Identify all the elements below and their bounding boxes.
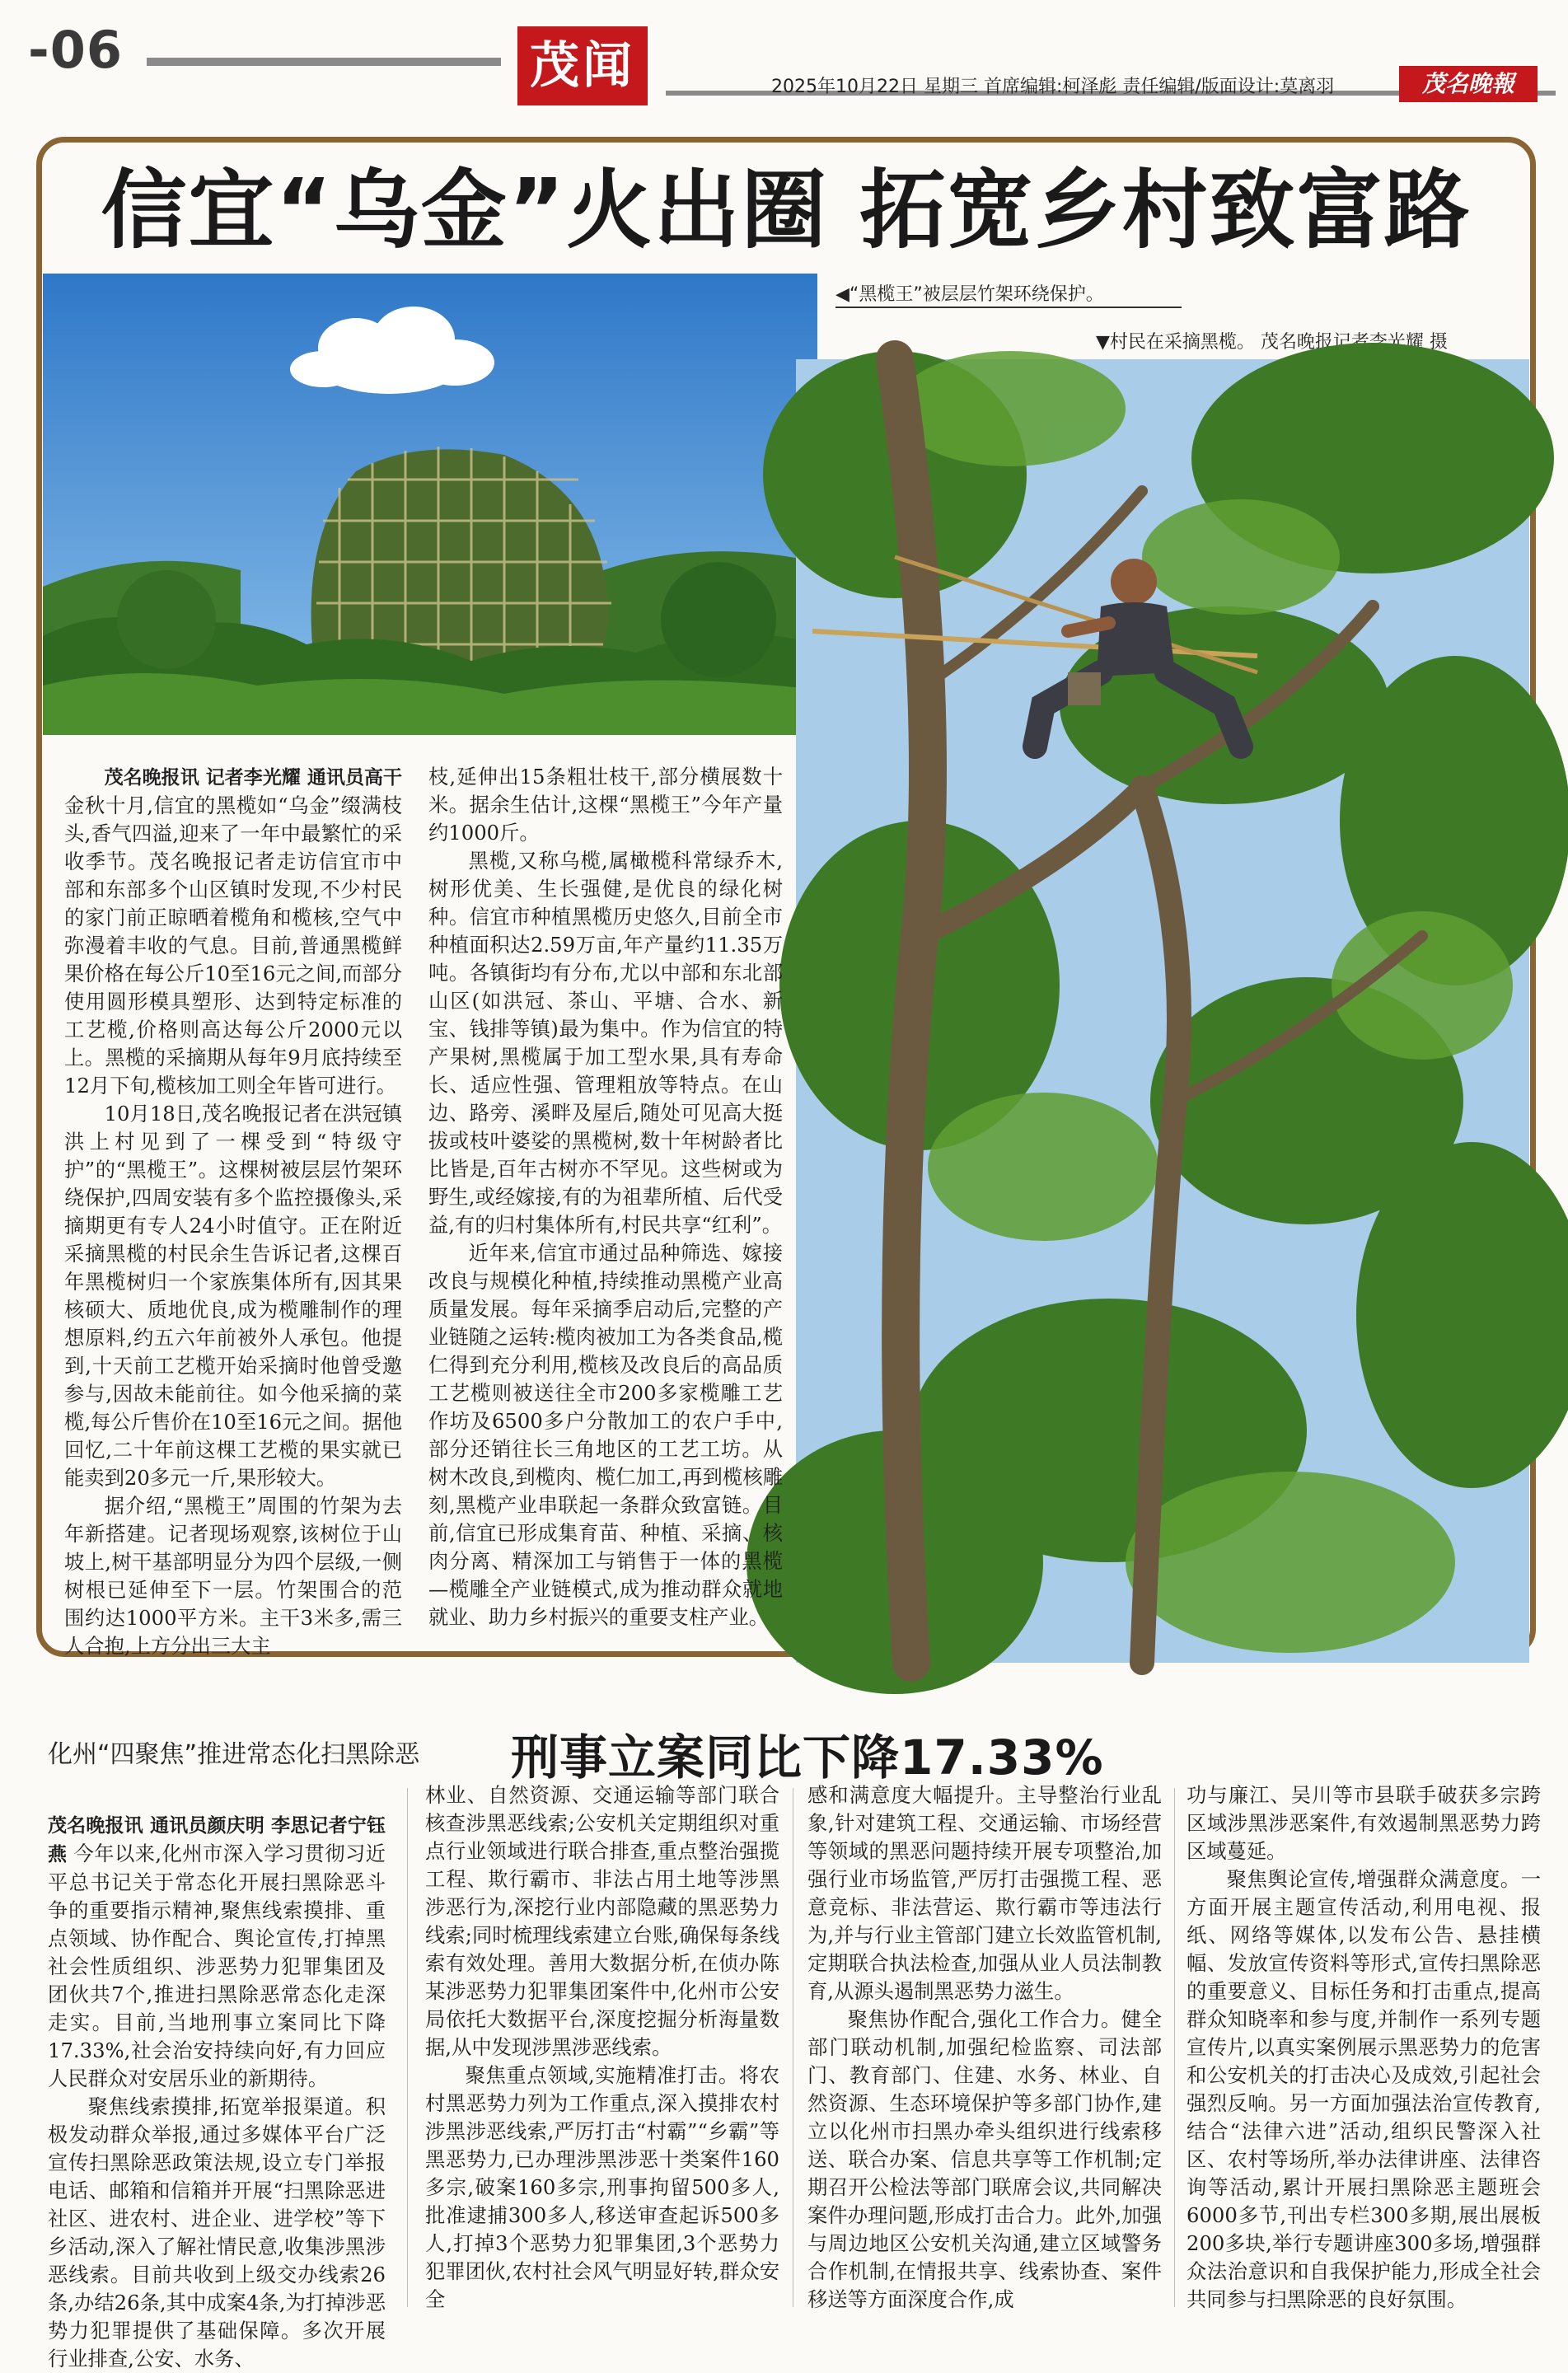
photo-black-olive-king <box>43 274 817 735</box>
article-byline: 茂名晚报讯 通讯员颜庆明 李思记者宁钰燕 <box>48 1815 386 1865</box>
article-paragraph: 林业、自然资源、交通运输等部门联合核查涉黑恶线索;公安机关定期组织对重点行业领域进行联合排查,重点整治强揽工程、欺行霸市、非法占用土地等涉黑涉恶行为,深挖行业内部隐藏的黑恶势力线索;同时梳理线索建立台账,确保每条线索有效处理。善用大数据分析,在侦办陈某涉恶势力犯罪集团案件中,化州市公安局依托大数据平台,深度挖掘分析海量数据,从中发现涉黑涉恶线索。 <box>425 1783 779 2059</box>
column-divider <box>407 1788 408 2307</box>
article-byline: 茂名晚报讯 记者李光耀 通讯员高干 <box>104 767 402 789</box>
article-paragraph: 10月18日,茂名晚报记者在洪冠镇洪上村见到了一棵受到“特级守护”的“黑榄王”。这棵树被层层竹架环绕保护,四周安装有多个监控摄像头,采摘期更有专人24小时值守。正在附近采摘黑榄的村民余生告诉记者,这棵百年黑榄树归一个家族集体所有,因其果核硕大、质地优良,成为榄雕制作的理想原料,约五六年前被外人承包。他提到,十天前工艺榄开始采摘时他曾受邀参与,因故未能前往。如今他采摘的菜榄,每公斤售价在10至16元之间。据他回忆,二十年前这棵工艺榄的果实就已能卖到20多元一斤,果形较大。 <box>64 1102 402 1490</box>
page-number: -06 <box>28 20 124 80</box>
column-divider <box>1174 1788 1175 2307</box>
article-paragraph: 金秋十月,信宜的黑榄如“乌金”缀满枝头,香气四溢,迎来了一年中最繁忙的采收季节。茂名晚报记者走访信宜市中部和东部多个山区镇时发现,不少村民的家门前正晾晒着榄角和榄核,空气中弥漫着丰收的气息。目前,普通黑榄鲜果价格在每公斤10至16元之间,而部分使用圆形模具塑形、达到特定标准的工艺榄,价格则高达每公斤2000元以上。黑榄的采摘期从每年9月底持续至12月下旬,榄核加工则全年皆可进行。 <box>64 793 402 1098</box>
article-paragraph: 枝,延伸出15条粗壮枝干,部分横展数十米。据余生估计,这棵“黑榄王”今年产量约1000斤。 <box>428 765 783 845</box>
article-paragraph: 功与廉江、吴川等市县联手破获多宗跨区域涉黑涉恶案件,有效遏制黑恶势力跨区域蔓延。 <box>1187 1783 1541 1863</box>
article-paragraph: 聚焦线索摸排,拓宽举报渠道。积极发动群众举报,通过多媒体平台广泛宣传扫黑除恶政策法规,设立专门举报电话、邮箱和信箱并开展“扫黑除恶进社区、进农村、进企业、进学校”等下乡活动,深入了解社情民意,收集涉黑涉恶线索。目前共收到上级交办线索26条,办结26条,其中成案4条,为打掉涉恶势力犯罪提供了基础保障。多次开展行业排查,公安、水务、 <box>48 2095 386 2371</box>
caption-underline <box>835 307 1182 308</box>
article-paragraph: 今年以来,化州市深入学习贯彻习近平总书记关于常态化开展扫黑除恶斗争的重要指示精神,聚焦线索摸排、重点领域、协作配合、舆论宣传,打掉黑社会性质组织、涉恶势力犯罪集团及团伙共7个,推进扫黑除恶常态化走深走实。目前,当地刑事立案同比下降17.33%,社会治安持续向好,有力回应人民群众对安居乐业的新期待。 <box>48 1842 386 2090</box>
feature-article-column-1 <box>64 763 402 1658</box>
photo-caption-right: ▼村民在采摘黑榄。 茂名晚报记者李光耀 摄 <box>1096 332 1448 353</box>
photo-caption-left: ◀“黑榄王”被层层竹架环绕保护。 <box>835 284 1104 305</box>
article-paragraph: 聚焦重点领域,实施精准打击。将农村黑恶势力列为工作重点,深入摸排农村涉黑涉恶线索,严厉打击“村霸”“乡霸”等黑恶势力,已办理涉黑涉恶十类案件160多宗,破案160多宗,刑事拘留500多人,批准逮捕300多人,移送审查起诉500多人,打掉3个恶势力犯罪集团,3个恶势力犯罪团伙,农村社会风气明显好转,群众安全 <box>425 2063 779 2311</box>
article2-column-2 <box>425 1781 779 2314</box>
masthead-logo: 茂名晚報 <box>1399 66 1538 102</box>
article-paragraph: 近年来,信宜市通过品种筛选、嫁接改良与规模化种植,持续推动黑榄产业高质量发展。每年采摘季启动后,完整的产业链随之运转:榄肉被加工为各类食品,榄仁得到充分利用,榄核及改良后的高品质工艺榄则被送往全市200多家榄雕工艺作坊及6500多户分散加工的农户手中,部分还销往长三角地区的工艺工坊。从树木改良,到榄肉、榄仁加工,再到榄核雕刻,黑榄产业串联起一条群众致富链。目前,信宜已形成集育苗、种植、采摘、核肉分离、精深加工与销售于一体的黑榄—榄雕全产业链模式,成为推动群众就地就业、助力乡村振兴的重要支柱产业。 <box>428 1241 783 1629</box>
article-paragraph: 感和满意度大幅提升。主导整治行业乱象,针对建筑工程、交通运输、市场经营等领域的黑恶问题持续开展专项整治,加强行业市场监管,严厉打击强揽工程、恶意竞标、非法营运、欺行霸市等违法行为,并与行业主管部门建立长效监管机制,定期联合执法检查,加强从业人员法制教育,从源头遏制黑恶势力滋生。 <box>807 1783 1162 2003</box>
header-rule-left <box>147 58 501 66</box>
article-paragraph: 聚焦舆论宣传,增强群众满意度。一方面开展主题宣传活动,利用电视、报纸、网络等媒体,以发布公告、悬挂横幅、发放宣传资料等形式,宣传扫黑除恶的重要意义、目标任务和打击重点,提高群众知晓率和参与度,并制作一系列专题宣传片,以真实案例展示黑恶势力的危害和公安机关的打击决心及成效,引起社会强烈反响。另一方面加强法治宣传教育,结合“法律六进”活动,组织民警深入社区、农村等场所,举办法律讲座、法律咨询等活动,累计开展扫黑除恶主题班会6000多节,刊出专栏300多期,展出展板200多块,举行专题讲座300多场,增强群众法治意识和自我保护能力,形成全社会共同参与扫黑除恶的良好氛围。 <box>1187 1867 1541 2311</box>
photo-villager-picking <box>796 359 1529 1663</box>
edition-line: 2025年10月22日 星期三 首席编辑:柯泽彪 责任编辑/版面设计:莫离羽 <box>771 77 1335 97</box>
feature-article-column-2 <box>428 763 783 1646</box>
article-paragraph: 黑榄,又称乌榄,属橄榄科常绿乔木,树形优美、生长强健,是优良的绿化树种。信宜市种植黑榄历史悠久,目前全市种植面积达2.59万亩,年产量约11.35万吨。各镇街均有分布,尤以中部和东北部山区(如洪冠、茶山、平塘、合水、新宝、钱排等镇)最为集中。作为信宜的特产果树,黑榄属于加工型水果,具有寿命长、适应性强、管理粗放等特点。在山边、路旁、溪畔及屋后,随处可见高大挺拔或枝叶婆娑的黑榄树,数十年树龄者比比皆是,百年古树亦不罕见。这些树或为野生,或经嫁接,有的为祖辈所植、后代受益,有的归村集体所有,村民共享“红利”。 <box>428 849 783 1237</box>
article2-kicker: 化州“四聚焦”推进常态化扫黑除恶 <box>48 1740 420 1769</box>
article2-column-1 <box>48 1811 386 2371</box>
article2-column-4 <box>1187 1781 1541 2314</box>
article2-column-3 <box>807 1781 1162 2314</box>
article2-title: 刑事立案同比下降17.33% <box>511 1729 1104 1786</box>
article-paragraph: 聚焦协作配合,强化工作合力。健全部门联动机制,加强纪检监察、司法部门、教育部门、住建、水务、林业、自然资源、生态环境保护等多部门协作,建立以化州市扫黑办牵头组织进行线索移送、联合办案、信息共享等工作机制;定期召开公检法等部门联席会议,共同解决案件办理问题,形成打击合力。此外,加强与周边地区公安机关沟通,建立区域警务合作机制,在情报共享、线索协查、案件移送等方面深度合作,成 <box>807 2007 1162 2311</box>
section-tag: 茂闻 <box>517 26 648 105</box>
article-paragraph: 据介绍,“黑榄王”周围的竹架为去年新搭建。记者现场观察,该树位于山坡上,树干基部明显分为四个层级,一侧树根已延伸至下一层。竹架围合的范围约达1000平方米。主干3米多,需三人合抱,上方分出三大主 <box>64 1494 402 1658</box>
feature-headline: 信宜“乌金”火出圈 拓宽乡村致富路 <box>101 160 1472 260</box>
